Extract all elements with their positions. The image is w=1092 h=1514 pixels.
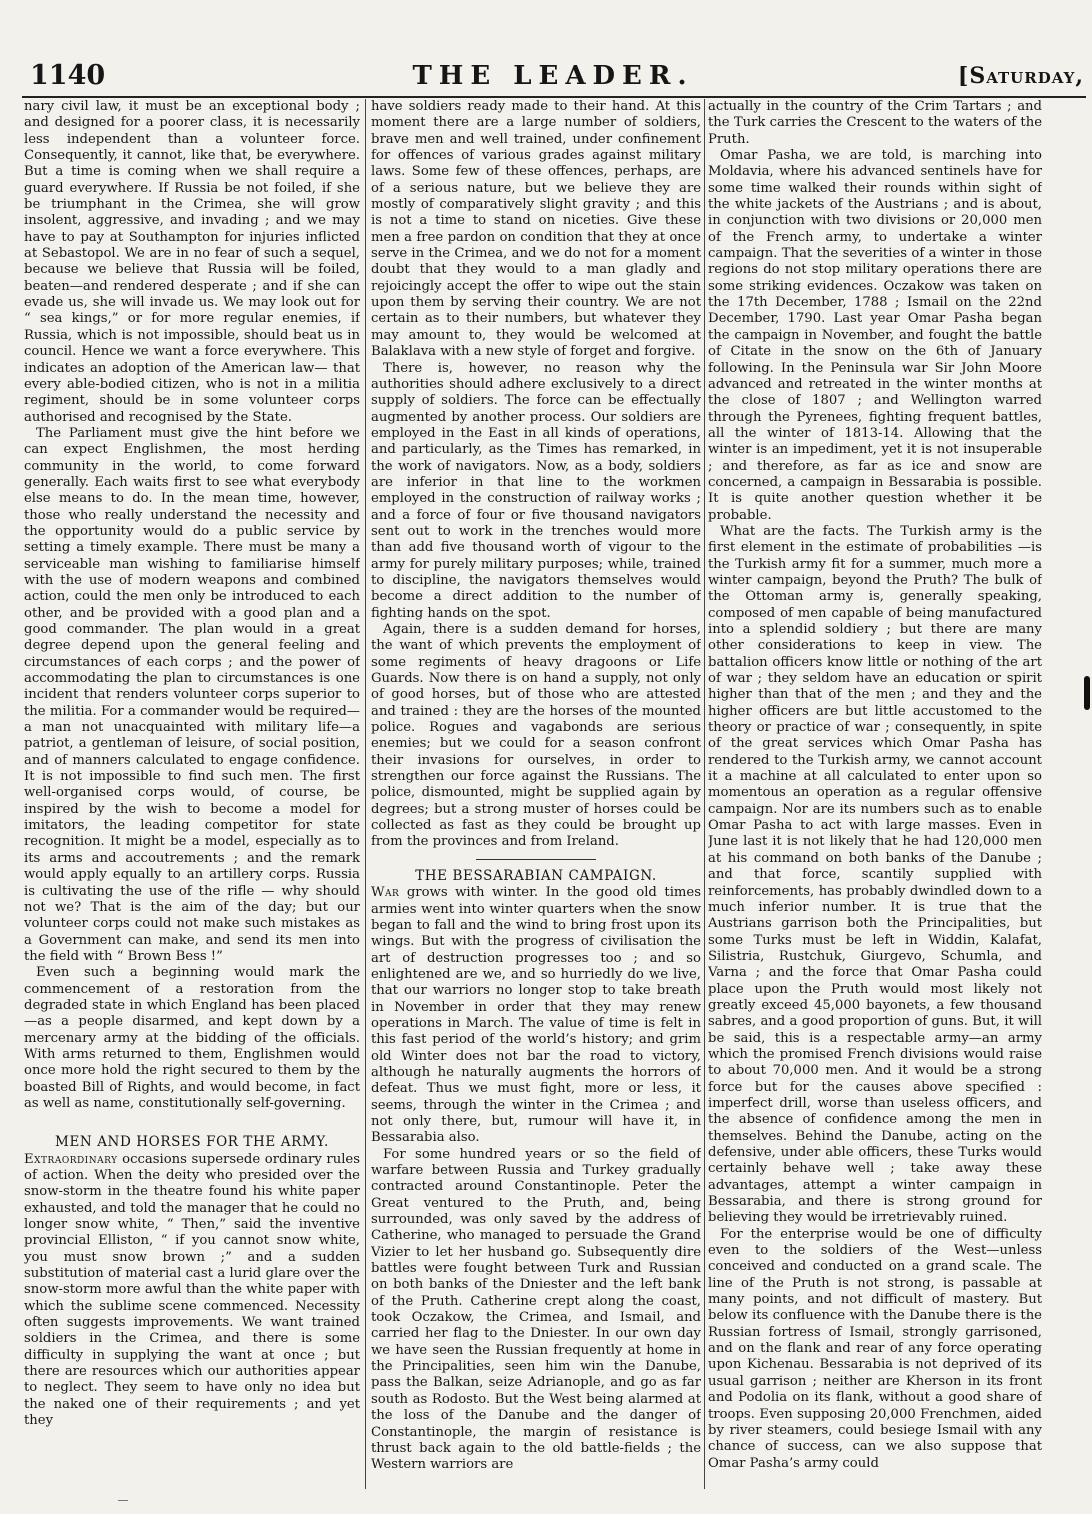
paragraph <box>24 1152 360 1430</box>
lead-word: Extraordinary <box>24 1151 118 1167</box>
heading-rule <box>476 859 596 860</box>
paragraph: have soldiers ready made to their hand. At this moment there are a large number of soldiers, brave men and well trained, under confinement for offences of various grades against military laws. Some few of these offences, perhaps, are of a serious nature, but we believe they are mostly of comparatively slight gravity ; and this is not a time to stand on niceties. Give these men a free pardon on condition that they at once serve in the Crimea, and we do not for a moment doubt that they would to a man gladly and rejoicingly accept the offer to wipe out the stain upon them by serving their country. We are not certain as to their numbers, but whatever they may amount to, they would be welcomed at Balaklava with a new style of forget and forgive. <box>371 99 701 360</box>
masthead <box>22 60 1084 96</box>
column-2 <box>371 99 701 1489</box>
paragraph: nary civil law, it must be an exceptional body ; and designed for a poorer class, it is necessarily less independent than a volunteer force. Consequently, it cannot, like that, be everywhere. But a time is coming when we shall require a guard everywhere. If Russia be not foiled, if she be triumphant in the Crimea, she will grow insolent, aggressive, and invading ; and we may have to pay at Southampton for injuries inflicted at Sebastopol. We are in no fear of such a sequel, because we believe that Russia will be foiled, beaten—and rendered desperate ; and if she can evade us, she will invade us. We may look out for “ sea kings,” or for more regular enemies, if Russia, which is not impossible, should beat us in council. Hence we want a force everywhere. This indicates an adoption of the American law— that every able-bodied citizen, who is not in a militia regiment, should be in some volunteer corps authorised and recognised by the State. <box>24 99 360 425</box>
ink-mark <box>1084 676 1090 710</box>
page-number: 1140 <box>30 60 106 91</box>
column-3 <box>708 99 1042 1489</box>
paragraph-text: grows with winter. In the good old times armies went into winter quarters when the snow began to fall and the wind to bring frost upon its wings. But with the progress of civilisation the art of destruction progresses too ; and so enlightened are we, and so hurriedly do we live, that our warriors no longer stop to take breath in November in order that they may renew operations in March. The value of time is felt in this fast period of the world’s history; and grim old Winter does not bar the road to victory, although he naturally augments the horrors of defeat. Thus we must fight, more or less, it seems, through the winter in the Crimea ; and not only there, but, rumour will have it, in Bessarabia also. <box>371 885 701 1146</box>
paragraph: There is, however, no reason why the authorities should adhere exclusively to a direct supply of soldiers. The force can be effectually augmented by another process. Our soldiers are employed in the East in all kinds of operations, and particularly, as the Times has remarked, in the work of navigators. Now, as a body, soldiers are inferior in that line to the workmen employed in the construction of railway works ; and a force of four or five thousand navigators sent out to work in the trenches would more than add five thousand worth of vigour to the army for purely military purposes; while, trained to discipline, the navigators themselves would become a direct addition to the number of fighting hands on the spot. <box>371 360 701 621</box>
column-1 <box>24 99 360 1489</box>
page-mark <box>118 1500 128 1501</box>
article-heading: THE BESSARABIAN CAMPAIGN. <box>415 867 657 884</box>
paragraph: Omar Pasha, we are told, is marching into Moldavia, where his advanced sentinels have for some time walked their rounds within sight of the white jackets of the Austrians ; and is about, in conjunction with two divisions or 20,000 men of the French army, to undertake a winter campaign. That the severities of a winter in those regions do not stop military operations there are some striking evidences. Oczakow was taken on the 17th December, 1788 ; Ismail on the 22nd December, 1790. Last year Omar Pasha began the campaign in November, and fought the battle of Citate in the snow on the 6th of January following. In the Peninsula war Sir John Moore advanced and retreated in the winter months at the close of 1807 ; and Wellington warred through the Pyrenees, fighting frequent battles, all the winter of 1813-14. Allowing that the winter is an impediment, yet it is not insuperable ; and therefore, as far as ice and snow are concerned, a campaign in Bessarabia is possible. It is quite another question whether it be probable. <box>708 148 1042 523</box>
column-divider <box>365 99 366 1489</box>
paragraph: What are the facts. The Turkish army is the first element in the estimate of probabilities —is the Turkish army fit for a summer, much more a winter campaign, beyond the Pruth? The bulk of the Ottoman army is, generally speaking, composed of men capable of being manufactured into a splendid soldiery ; but there are many other considerations to keep in view. The battalion officers know little or nothing of the art of war ; they seldom have an education or spirit higher than that of the men ; and they and the higher officers are but little accustomed to the theory or practice of war ; consequently, in spite of the great services which Omar Pasha has rendered to the Turkish army, we cannot account it a machine at all calculated to enter upon so momentous an operation as a regular offensive campaign. Nor are its numbers such as to enable Omar Pasha to act with large masses. Even in June last it is not likely that he had 120,000 men at his command on both banks of the Danube ; and that force, scantily supplied with reinforcements, has probably dwindled down to a much inferior number. It is true that the Austrians garrison both the Principalities, but some Turks must be left in Widdin, Kalafat, Silistria, Rustchuk, Giurgevo, Schumla, and Varna ; and the force that Omar Pasha could place upon the Pruth would most likely not greatly exceed 45,000 bayonets, a few thousand sabres, and a good proportion of guns. But, it will be said, this is a respectable army—an army which the promised French divisions would raise to about 70,000 men. And it would be a strong force but for the causes above specified : imperfect drill, worse than useless officers, and the absence of confidence among the men in themselves. Behind the Danube, acting on the defensive, under able officers, these Turks would certainly behave well ; take away these advantages, attempt a winter campaign in Bessarabia, and there is strong ground for believing they would be irretrievably ruined. <box>708 523 1042 1226</box>
lead-word: War <box>371 885 400 901</box>
paragraph: actually in the country of the Crim Tartars ; and the Turk carries the Crescent to the waters of the Pruth. <box>708 99 1042 147</box>
paragraph-text: occasions supersede ordinary rules of action. When the deity who presided over the snow-storm in the theatre found his white paper exhausted, and told the manager that he could no longer snow white, “ Then,” said the inventive provincial Elliston, “ if you cannot snow white, you must snow brown ;” and a sudden substitution of material cast a lurid glare over the snow-storm more awful than the white paper with which the sublime scene commenced. Necessity often suggests improvements. We want trained soldiers in the Crimea, and there is some difficulty in supplying the want at once ; but there are resources which our authorities appear to neglect. They seem to have only no idea but the naked one of their requirements ; and yet they <box>24 1151 360 1429</box>
paragraph: For some hundred years or so the field of warfare between Russia and Turkey gradually contracted around Constantinople. Peter the Great ventured to the Pruth, and, being surrounded, was only saved by the address of Catherine, who managed to persuade the Grand Vizier to let her husband go. Subsequently dire battles were fought between Turk and Russian on both banks of the Dniester and the left bank of the Pruth. Catherine crept along the coast, took Oczakow, the Crimea, and Ismail, and carried her flag to the Dniester. In our own day we have seen the Russian frequently at home in the Principalities, seen him win the Danube, pass the Balkan, seize Adrianople, and go as far south as Rodosto. But the West being alarmed at the loss of the Danube and the danger of Constantinople, the margin of resistance is thrust back again to the old battle-fields ; the Western warriors are <box>371 1146 701 1473</box>
paragraph: Even such a beginning would mark the commencement of a restoration from the degraded state in which England has been placed—as a people disarmed, and kept down by a mercenary army at the bidding of the officials. With arms returned to them, Englishmen would once more hold the right secured to them by the boasted Bill of Rights, and would become, in fact as well as name, constitutionally self-governing. <box>24 965 360 1111</box>
column-divider <box>704 99 705 1489</box>
paragraph: The Parliament must give the hint before we can expect Englishmen, the most herding community in the world, to come forward generally. Each waits first to see what everybody else means to do. In the mean time, however, those who really understand the necessity and the opportunity would do a public service by setting a timely example. There must be many a serviceable man wishing to familiarise himself with the use of modern weapons and combined action, could the men only be introduced to each other, and be provided with a good plan and a good commander. The plan would in a great degree depend upon the general feeling and circumstances of each corps ; and the power of accommodating the plan to circumstances is one incident that renders volunteer corps superior to the militia. For a commander would be required—a man not unacquainted with military life—a patriot, a gentleman of leisure, of social position, and of manners calculated to engage confidence. It is not impossible to find such men. The first well-organised corps would, of course, be inspired by the wish to become a model for imitators, the leading competitor for state recognition. It might be a model, especially as to its arms and accoutrements ; and the remark would apply equally to an artillery corps. Russia is cultivating the use of the rifle — why should not we? That is the aim of the day; but our volunteer corps could not make such mistakes as a Government can make, and send its men into the field with “ Brown Bess !” <box>24 425 360 964</box>
paragraph: Again, there is a sudden demand for horses, the want of which prevents the employment of some regiments of heavy dragoons or Life Guards. Now there is on hand a supply, not only of good horses, but of those who are attested and trained : they are the horses of the mounted police. Rogues and vagabonds are serious enemies; but we could for a season confront their invasions for ourselves, in order to strengthen our force against the Russians. The police, dismounted, might be supplied again by degrees; but a strong muster of horses could be collected as fast as they could be brought up from the provinces and from Ireland. <box>371 622 701 850</box>
article-heading: MEN AND HORSES FOR THE ARMY. <box>55 1134 329 1151</box>
issue-date: [Saturday, <box>957 63 1084 89</box>
newspaper-title: THE LEADER. <box>412 61 694 91</box>
paragraph <box>371 885 701 1147</box>
paragraph: For the enterprise would be one of difficulty even to the soldiers of the West—unless conceived and conducted on a grand scale. The line of the Pruth is not strong, is passable at many points, and not difficult of mastery. But below its confluence with the Danube there is the Russian fortress of Ismail, strongly garrisoned, and on the flank and rear of any force operating upon Kichenau. Bessarabia is not deprived of its usual garrison ; neither are Kherson in its front and Podolia on its flank, without a good share of troops. Even supposing 20,000 Frenchmen, aided by river steamers, could besiege Ismail with any chance of success, can we also suppose that Omar Pasha’s army could <box>708 1226 1042 1471</box>
masthead-rule <box>22 96 1086 98</box>
section-gap <box>24 1112 360 1134</box>
